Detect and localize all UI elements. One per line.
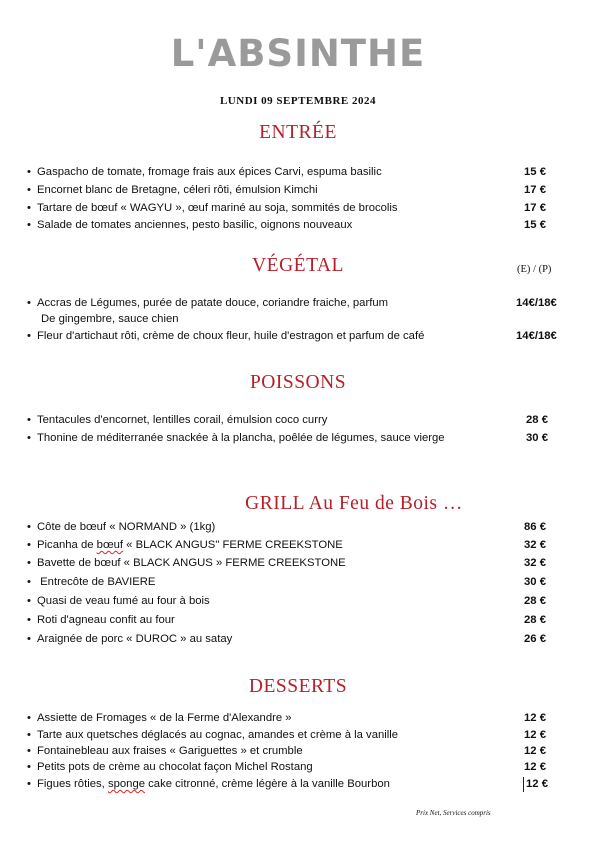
menu-item: [27, 728, 398, 742]
item-name: Quasi de veau fumé au four à bois: [37, 595, 210, 607]
item-name: Assiette de Fromages « de la Ferme d'Alexandre »: [37, 712, 292, 724]
item-name: Thonine de méditerranée snackée à la plancha, poêlée de légumes, sauce vierge: [37, 432, 445, 444]
bullet-icon: •: [27, 745, 31, 757]
bullet-icon: •: [27, 633, 31, 645]
item-price: 30 €: [524, 576, 546, 588]
item-name: Accras de Légumes, purée de patate douce, coriandre fraiche, parfum: [37, 297, 389, 309]
menu-item: [27, 556, 346, 570]
bullet-icon: •: [27, 539, 31, 551]
menu-item: [27, 413, 327, 427]
text-cursor: [523, 777, 524, 792]
bullet-icon: •: [27, 330, 31, 342]
section-title-entree: ENTRÉE: [259, 122, 337, 143]
bullet-icon: •: [27, 166, 31, 178]
menu-item: [27, 632, 232, 646]
item-name-part: Picanha de: [37, 539, 97, 551]
bullet-icon: •: [27, 595, 31, 607]
menu-item: [27, 760, 313, 774]
item-name: Roti d'agneau confit au four: [37, 614, 175, 626]
item-name: Araignée de porc « DUROC » au satay: [37, 633, 233, 645]
item-price: 32 €: [524, 557, 546, 569]
item-price: 30 €: [526, 432, 548, 444]
bullet-icon: •: [27, 712, 31, 724]
menu-item: [27, 183, 318, 197]
item-name-continuation: De gingembre, sauce chien: [41, 313, 179, 325]
item-price: 28 €: [526, 414, 548, 426]
menu-item: [27, 711, 292, 725]
section-title-desserts: DESSERTS: [248, 676, 348, 697]
item-name: Encornet blanc de Bretagne, céleri rôti, émulsion Kimchi: [37, 184, 318, 196]
menu-item: [27, 613, 175, 627]
item-price: 12 €: [524, 729, 546, 741]
item-price: 26 €: [524, 633, 546, 645]
bullet-icon: •: [27, 414, 31, 426]
section-title-poissons: POISSONS: [249, 372, 347, 393]
item-price: 17 €: [524, 184, 546, 196]
menu-item: [27, 296, 388, 310]
item-name: Entrecôte de BAVIERE: [37, 576, 156, 588]
bullet-icon: •: [27, 297, 31, 309]
menu-date: LUNDI 09 SEPTEMBRE 2024: [219, 95, 377, 107]
section-title-grill: GRILL Au Feu de Bois …: [245, 493, 463, 514]
price-footnote: Prix Net, Services compris: [416, 809, 491, 817]
bullet-icon: •: [27, 432, 31, 444]
item-name: Gaspacho de tomate, fromage frais aux épices Carvi, espuma basilic: [37, 166, 382, 178]
bullet-icon: •: [27, 202, 31, 214]
menu-item: [27, 329, 424, 343]
item-name-part: cake citronné, crème légère à la vanille Bourbon: [145, 778, 390, 790]
bullet-icon: •: [27, 576, 31, 588]
item-name-part: Figues rôties,: [37, 778, 108, 790]
bullet-icon: •: [27, 778, 31, 790]
item-price: 17 €: [524, 202, 546, 214]
restaurant-logo: L'ABSINTHE: [170, 32, 426, 75]
item-name: Côte de bœuf « NORMAND » (1kg): [37, 521, 216, 533]
item-price: 15 €: [524, 166, 546, 178]
item-name: Fleur d'artichaut rôti, crème de choux fleur, huile d'estragon et parfum de café: [37, 330, 425, 342]
size-note: (E) / (P): [517, 264, 552, 275]
menu-item: [27, 538, 343, 552]
bullet-icon: •: [27, 521, 31, 533]
menu-item: [27, 218, 352, 232]
item-name-misspelled-word: sponge: [107, 778, 146, 790]
item-price: 12 €: [524, 761, 546, 773]
bullet-icon: •: [27, 557, 31, 569]
menu-item: [27, 777, 390, 791]
item-name: Tentacules d'encornet, lentilles corail, émulsion coco curry: [37, 414, 328, 426]
item-price: 32 €: [524, 539, 546, 551]
item-price: 12 €: [526, 778, 548, 790]
menu-item: [27, 165, 382, 179]
menu-item: [27, 575, 155, 589]
bullet-icon: •: [27, 614, 31, 626]
item-price: 15 €: [524, 219, 546, 231]
item-name: Tarte aux quetsches déglacés au cognac, amandes et crème à la vanille: [37, 729, 399, 741]
item-name-misspelled-word: bœuf: [96, 539, 124, 551]
item-name-part: « BLACK ANGUS" FERME CREEKSTONE: [123, 539, 343, 551]
menu-item: [27, 520, 215, 534]
bullet-icon: •: [27, 729, 31, 741]
item-price: 28 €: [524, 595, 546, 607]
menu-item: [27, 201, 398, 215]
item-name: Tartare de bœuf « WAGYU », œuf mariné au soja, sommités de brocolis: [37, 202, 398, 214]
bullet-icon: •: [27, 761, 31, 773]
item-name: Petits pots de crème au chocolat façon Michel Rostang: [37, 761, 313, 773]
item-price: 28 €: [524, 614, 546, 626]
item-price: 12 €: [524, 745, 546, 757]
item-price: 12 €: [524, 712, 546, 724]
bullet-icon: •: [27, 184, 31, 196]
bullet-icon: •: [27, 219, 31, 231]
section-title-vegetal: VÉGÉTAL: [252, 255, 344, 276]
item-price: 86 €: [524, 521, 546, 533]
item-price: 14€/18€: [516, 297, 557, 309]
menu-item: [27, 744, 303, 758]
item-name: Bavette de bœuf « BLACK ANGUS » FERME CREEKSTONE: [37, 557, 346, 569]
menu-item: [27, 594, 210, 608]
item-price: 14€/18€: [516, 330, 557, 342]
item-name: Salade de tomates anciennes, pesto basilic, oignons nouveaux: [37, 219, 353, 231]
item-name: Fontainebleau aux fraises « Gariguettes » et crumble: [37, 745, 303, 757]
menu-item: [27, 431, 445, 445]
